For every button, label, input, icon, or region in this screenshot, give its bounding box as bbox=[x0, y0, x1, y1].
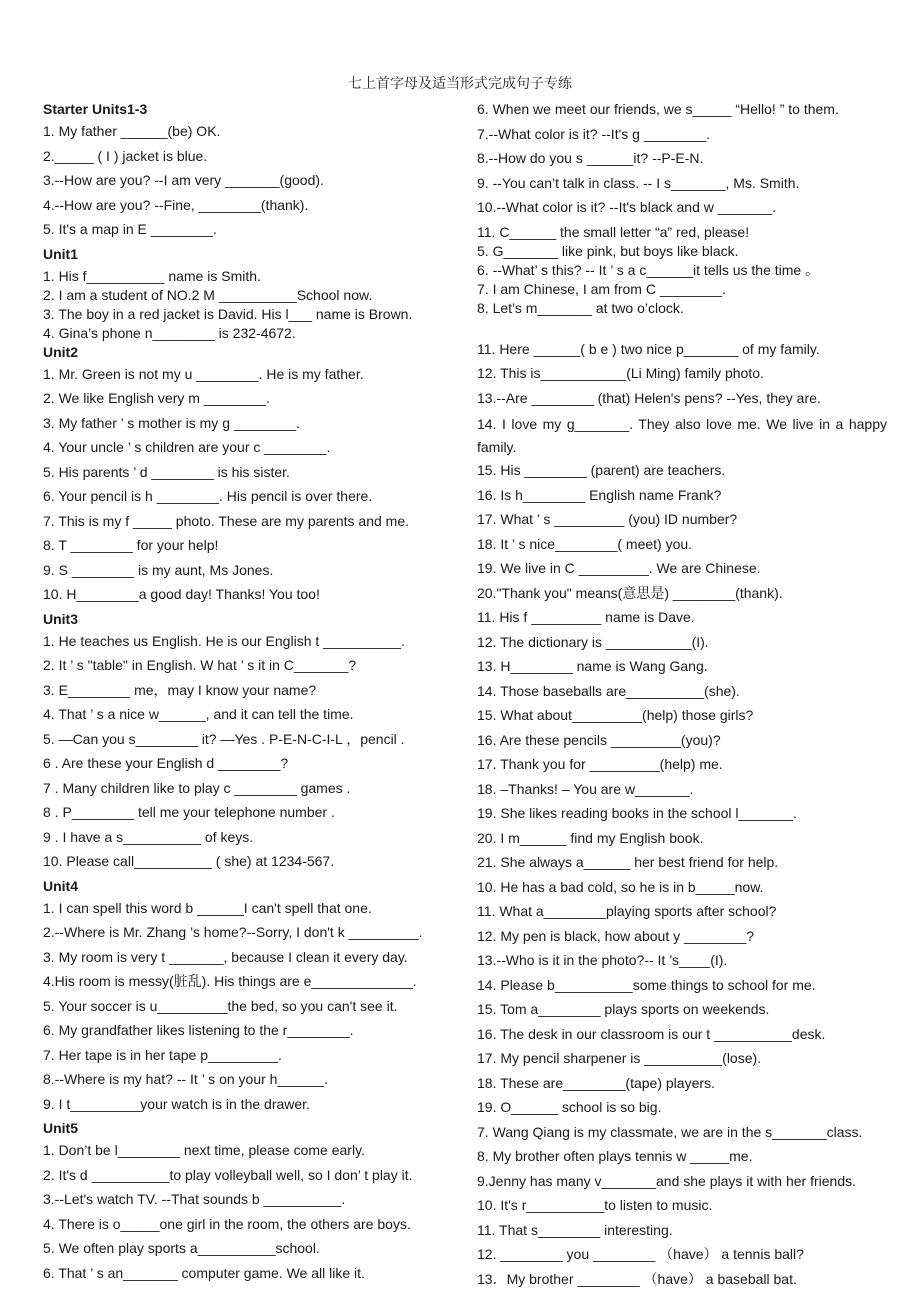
exercise-line: 4. Gina’s phone n________ is 232-4672. bbox=[43, 324, 296, 341]
exercise-line: 8.--Where is my hat? -- It ’ s on your h______. bbox=[43, 1071, 329, 1087]
exercise-line: 11. That s________ interesting. bbox=[477, 1221, 673, 1238]
exercise-line: 7 . Many children like to play c ________ games . bbox=[43, 779, 351, 796]
section-heading-starter: Starter Units1-3 bbox=[43, 101, 148, 117]
exercise-line: 3. E________ me，may I know your name? bbox=[43, 681, 317, 698]
exercise-line: 6. Your pencil is h ________. His pencil is over there. bbox=[43, 488, 373, 504]
exercise-line: 6 . Are these your English d ________? bbox=[43, 755, 289, 771]
exercise-line: 3.--How are you? --I am very _______(good). bbox=[43, 172, 324, 188]
exercise-line: 9.Jenny has many v_______and she plays it with her friends. bbox=[477, 1172, 857, 1189]
section-heading-unit2: Unit2 bbox=[43, 343, 78, 360]
exercise-line: 10. Please call__________ ( she) at 1234-567. bbox=[43, 853, 335, 869]
exercise-line: 14. Those baseballs are__________(she). bbox=[477, 682, 740, 699]
exercise-line: 5. It's a map in E ________. bbox=[43, 221, 217, 237]
exercise-line: 1. I can spell this word b ______I can't spell that one. bbox=[43, 899, 372, 916]
exercise-line: 9. --You can’t talk in class. -- I s_______, Ms. Smith. bbox=[477, 174, 800, 191]
exercise-line: 5. His parents ’ d ________ is his sister. bbox=[43, 463, 290, 480]
exercise-line: 2.--Where is Mr. Zhang ’s home?--Sorry, I don't k _________. bbox=[43, 924, 423, 940]
exercise-line: 1. My father ______(be) OK. bbox=[43, 123, 221, 139]
exercise-line: 11. C______ the small letter “a” red, please! bbox=[477, 223, 750, 240]
section-heading-unit1: Unit1 bbox=[43, 245, 78, 262]
exercise-line: 14. Please b__________some things to school for me. bbox=[477, 976, 816, 993]
exercise-line: 6. When we meet our friends, we s_____ “Hello! ” to them. bbox=[477, 101, 839, 117]
exercise-line: 20."Thank you" means(意思是) ________(thank). bbox=[477, 584, 783, 601]
exercise-line: 14. I love my g_______. They also love me. We live in a happy family. bbox=[477, 416, 887, 455]
exercise-line: 10. It's r__________to listen to music. bbox=[477, 1197, 713, 1213]
exercise-line: 5. G_______ like pink, but boys like black. bbox=[477, 242, 739, 259]
exercise-line: 9. I t_________your watch is in the drawer. bbox=[43, 1095, 310, 1112]
exercise-line: 15. His ________ (parent) are teachers. bbox=[477, 462, 726, 478]
exercise-line: 1. Don’t be l________ next time, please come early. bbox=[43, 1142, 365, 1158]
exercise-line: 4.His room is messy(脏乱). His things are e_____________. bbox=[43, 973, 417, 989]
exercise-line: 1. Mr. Green is not my u ________. He is my father. bbox=[43, 365, 364, 382]
exercise-line: 19. O______ school is so big. bbox=[477, 1099, 662, 1115]
exercise-line: 18. These are________(tape) players. bbox=[477, 1074, 715, 1091]
section-heading-unit3: Unit3 bbox=[43, 610, 78, 627]
exercise-line: 16. Is h________ English name Frank? bbox=[477, 486, 722, 503]
section-heading-unit5: Unit5 bbox=[43, 1120, 78, 1136]
exercise-line: 2. It ’ s "table" in English. W hat ’ s it in C_______? bbox=[43, 657, 357, 673]
exercise-line: 16. The desk in our classroom is our t __________desk. bbox=[477, 1025, 826, 1042]
exercise-line: 10. He has a bad cold, so he is in b_____now. bbox=[477, 878, 764, 895]
exercise-line: 3. My father ’ s mother is my g ________. bbox=[43, 414, 301, 431]
exercise-line: 8. T ________ for your help! bbox=[43, 537, 219, 553]
exercise-line: 4. That ’ s a nice w______, and it can tell the time. bbox=[43, 706, 354, 722]
exercise-line: 1. His f__________ name is Smith. bbox=[43, 267, 261, 284]
exercise-line: 10.--What color is it? --It's black and w _______. bbox=[477, 199, 777, 215]
exercise-line: 6. That ’ s an_______ computer game. We all like it. bbox=[43, 1264, 365, 1281]
exercise-line: 11. What a________playing sports after school? bbox=[477, 903, 777, 919]
exercise-line: 2. It's d __________to play volleyball well, so I don’ t play it. bbox=[43, 1166, 413, 1183]
page-title: 七上首字母及适当形式完成句子专练 bbox=[348, 75, 572, 91]
exercise-line: 8.--How do you s ______it? --P-E-N. bbox=[477, 150, 704, 166]
exercise-line: 5. Your soccer is u_________the bed, so you can't see it. bbox=[43, 997, 398, 1014]
right-column bbox=[477, 100, 887, 1294]
exercise-line: 15. What about_________(help) those girls? bbox=[477, 707, 754, 723]
exercise-line: 18. –Thanks! – You are w_______. bbox=[477, 780, 694, 797]
exercise-line: 4. There is o_____one girl in the room, the others are boys. bbox=[43, 1215, 411, 1232]
exercise-line: 13．My brother ________ （have） a baseball bat. bbox=[477, 1270, 797, 1287]
exercise-line: 7. This is my f _____ photo. These are my parents and me. bbox=[43, 512, 410, 529]
exercise-line: 5. —Can you s________ it? —Yes . P-E-N-C-I-L ，pencil . bbox=[43, 730, 405, 747]
exercise-line: 9 . I have a s__________ of keys. bbox=[43, 828, 254, 845]
exercise-line: 7. Wang Qiang is my classmate, we are in the s_______class. bbox=[477, 1123, 863, 1140]
exercise-line: 19. She likes reading books in the school l_______. bbox=[477, 805, 797, 821]
exercise-line: 5. We often play sports a__________school. bbox=[43, 1240, 320, 1256]
exercise-line: 7. I am Chinese, I am from C ________. bbox=[477, 280, 727, 297]
exercise-line: 3. The boy in a red jacket is David. His l___ name is Brown. bbox=[43, 305, 413, 322]
exercise-line: 10. H________a good day! Thanks! You too! bbox=[43, 586, 320, 602]
exercise-line: 12. My pen is black, how about y ________? bbox=[477, 927, 755, 944]
left-column bbox=[43, 100, 461, 1288]
exercise-line: 11. Here ______( b e ) two nice p_______ of my family. bbox=[477, 340, 820, 357]
exercise-line: 12. ________ you ________ （have） a tennis ball? bbox=[477, 1246, 804, 1262]
exercise-line: 13. H________ name is Wang Gang. bbox=[477, 658, 708, 674]
exercise-line: 13.--Who is it in the photo?-- It ’s____(I). bbox=[477, 952, 728, 968]
exercise-line: 7. Her tape is in her tape p_________. bbox=[43, 1046, 282, 1063]
exercise-line: 6. --What’ s this? -- It ’ s a c______it tells us the time 。 bbox=[477, 261, 820, 278]
exercise-line: 1. He teaches us English. He is our English t __________. bbox=[43, 632, 405, 649]
exercise-line: 20. I m______ find my English book. bbox=[477, 829, 704, 846]
exercise-line: 18. It ’ s nice________( meet) you. bbox=[477, 535, 693, 552]
exercise-line: 3.--Let's watch TV. --That sounds b __________. bbox=[43, 1191, 346, 1207]
exercise-line: 2. I am a student of NO.2 M __________School now. bbox=[43, 286, 373, 303]
exercise-line: 7.--What color is it? --It's g ________. bbox=[477, 125, 710, 142]
exercise-line: 6. My grandfather likes listening to the r________. bbox=[43, 1022, 354, 1038]
exercise-line: 21. She always a______ her best friend for help. bbox=[477, 854, 779, 870]
exercise-line: 2._____ ( I ) jacket is blue. bbox=[43, 147, 208, 164]
exercise-line: 11. His f _________ name is Dave. bbox=[477, 609, 695, 625]
exercise-line: 2. We like English very m ________. bbox=[43, 390, 270, 406]
exercise-line: 17. What ’ s _________ (you) ID number? bbox=[477, 511, 738, 527]
exercise-line: 8. Let’s m_______ at two o’clock. bbox=[477, 299, 684, 316]
exercise-line: 15. Tom a________ plays sports on weekends. bbox=[477, 1001, 770, 1017]
exercise-line: 19. We live in C _________. We are Chinese. bbox=[477, 560, 761, 576]
exercise-line: 3. My room is very t _______, because I clean it every day. bbox=[43, 948, 408, 965]
exercise-line: 17. My pencil sharpener is __________(lose). bbox=[477, 1050, 762, 1066]
exercise-line: 4. Your uncle ’ s children are your c ________. bbox=[43, 439, 331, 455]
exercise-line: 17. Thank you for _________(help) me. bbox=[477, 756, 723, 772]
exercise-line: 8. My brother often plays tennis w _____me. bbox=[477, 1148, 753, 1164]
exercise-line: 4.--How are you? --Fine, ________(thank). bbox=[43, 196, 309, 213]
exercise-line: 8 . P________ tell me your telephone number . bbox=[43, 804, 335, 820]
exercise-line: 9. S ________ is my aunt, Ms Jones. bbox=[43, 561, 274, 578]
section-heading-unit4: Unit4 bbox=[43, 877, 78, 894]
exercise-line: 12. This is___________(Li Ming) family photo. bbox=[477, 365, 764, 381]
exercise-line: 16. Are these pencils _________(you)? bbox=[477, 731, 721, 748]
exercise-line: 13.--Are ________ (that) Helen's pens? --Yes, they are. bbox=[477, 389, 821, 406]
exercise-line: 12. The dictionary is ___________(I). bbox=[477, 633, 709, 650]
